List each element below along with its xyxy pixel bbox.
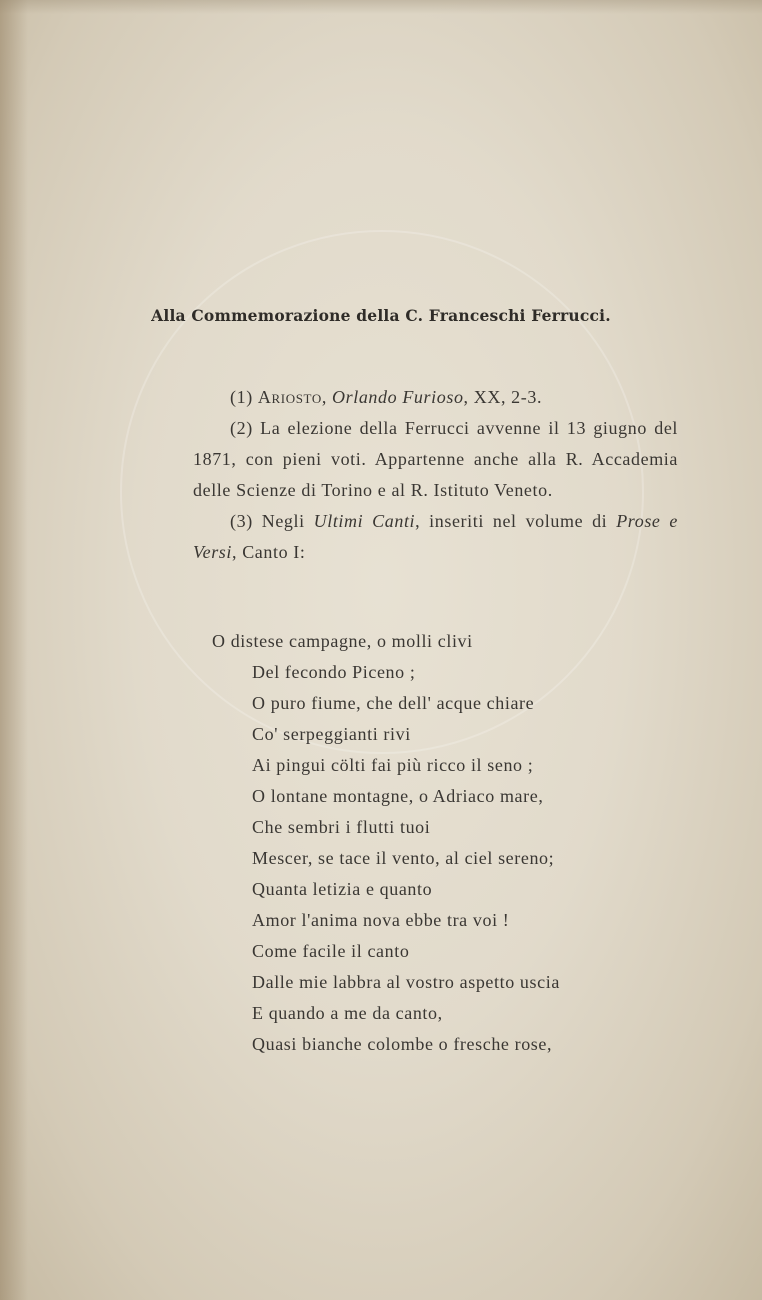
poem-line: Che sembri i flutti tuoi — [252, 817, 431, 837]
footnote-reference: , XX, 2-3. — [463, 387, 543, 407]
footnote-1 — [193, 382, 678, 413]
footnote-work-title: Orlando Furioso — [332, 387, 464, 407]
footnotes — [193, 382, 678, 568]
footnote-text: , inseriti nel volume di — [415, 511, 617, 531]
footnote-3 — [193, 506, 678, 568]
poem-line: Quanta letizia e quanto — [252, 879, 433, 899]
poem-line: Dalle mie labbra al vostro aspetto uscia — [252, 972, 560, 992]
footnote-text: , Canto I: — [232, 542, 306, 562]
poem-line: Del fecondo Piceno ; — [252, 662, 416, 682]
footnote-author: Ariosto — [257, 387, 322, 407]
poem-line: Amor l'anima nova ebbe tra voi ! — [252, 910, 510, 930]
poem-line: Mescer, se tace il vento, al ciel sereno; — [252, 848, 555, 868]
poem-line: Co' serpeggianti rivi — [252, 724, 411, 744]
poem-line: O puro fiume, che dell' acque chiare — [252, 693, 535, 713]
poem-line: O lontane montagne, o Adriaco mare, — [252, 786, 544, 806]
page-binding-shadow — [0, 0, 28, 1300]
footnote-number: (2) — [230, 418, 253, 438]
poem-line: E quando a me da canto, — [252, 1003, 443, 1023]
poem-line: Quasi bianche colombe o fresche rose, — [252, 1034, 553, 1054]
footnote-text: Negli — [261, 511, 314, 531]
footnote-work-title: Prose e Versi — [193, 511, 679, 562]
footnote-separator: , — [321, 387, 333, 407]
footnote-number: (3) — [230, 511, 253, 531]
poem-line: O distese campagne, o molli clivi — [212, 631, 473, 651]
page-heading: Alla Commemorazione della C. Franceschi Ferrucci. — [151, 306, 611, 325]
footnote-text: La elezione della Ferrucci avvenne il 13 giugno del 1871, con pieni voti. Appartenne anche alla R. Accademia delle Scienze di Torino e al R. Istituto Veneto. — [193, 418, 679, 500]
footnote-work-title: Ultimi Canti — [313, 511, 416, 531]
poem-excerpt — [212, 626, 652, 1060]
footnote-number: (1) — [230, 387, 253, 407]
poem-line: Come facile il canto — [252, 941, 410, 961]
poem-line: Ai pingui cölti fai più ricco il seno ; — [252, 755, 534, 775]
page-top-shadow — [0, 0, 762, 14]
footnote-2 — [193, 413, 678, 506]
